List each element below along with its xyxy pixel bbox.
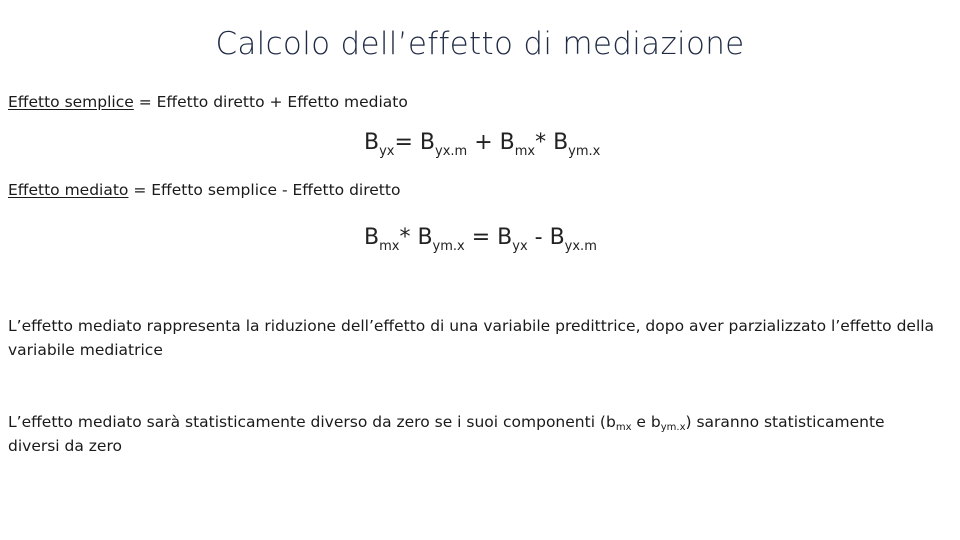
symbol-b: B <box>417 225 433 250</box>
definition-effetto-mediato <box>8 181 400 199</box>
subscript: yx.m <box>435 144 468 159</box>
subscript: yx <box>379 144 395 159</box>
operator-multiply: * <box>535 130 554 155</box>
symbol-b: B <box>364 225 380 250</box>
operator-equals: = <box>394 130 420 155</box>
subscript: ym.x <box>432 239 465 254</box>
definition-text: = Effetto diretto + Effetto mediato <box>133 93 408 111</box>
symbol-b: B <box>364 130 380 155</box>
formula-effetto-semplice <box>364 130 601 159</box>
symbol-b: B <box>549 225 565 250</box>
slide-title: Calcolo dell’effetto di mediazione <box>215 26 745 62</box>
operator-plus: + <box>467 130 500 155</box>
paragraph-significance <box>8 410 938 458</box>
subscript: mx <box>379 239 400 254</box>
operator-multiply: * <box>399 225 418 250</box>
operator-minus: - <box>527 225 550 250</box>
term-effetto-mediato: Effetto mediato <box>8 181 129 199</box>
paragraph-text: ) saranno statisticamente diversi da zero <box>8 413 885 455</box>
subscript: ym.x <box>568 144 601 159</box>
symbol-b: B <box>419 130 436 155</box>
symbol-b: B <box>499 130 515 155</box>
symbol-b: B <box>553 130 569 155</box>
paragraph-mediation-meaning: L’effetto mediato rappresenta la riduzione dell’effetto di una variabile predittrice, dopo aver parzializzato l’effetto della variabile mediatrice <box>8 317 935 359</box>
subscript: yx <box>512 239 528 254</box>
operator-equals: = <box>464 225 498 250</box>
definition-text: = Effetto semplice - Effetto diretto <box>128 181 401 199</box>
definition-effetto-semplice <box>8 93 408 111</box>
subscript: ym.x <box>660 422 686 433</box>
paragraph-text: L’effetto mediato sarà statisticamente diverso da zero se i suoi componenti (b <box>8 413 616 431</box>
subscript: mx <box>615 422 632 433</box>
symbol-b: B <box>497 225 513 250</box>
subscript: mx <box>514 144 536 159</box>
formula-effetto-mediato <box>364 225 597 254</box>
paragraph-text: e b <box>631 413 661 431</box>
subscript: yx.m <box>564 239 597 254</box>
term-effetto-semplice: Effetto semplice <box>8 93 134 111</box>
